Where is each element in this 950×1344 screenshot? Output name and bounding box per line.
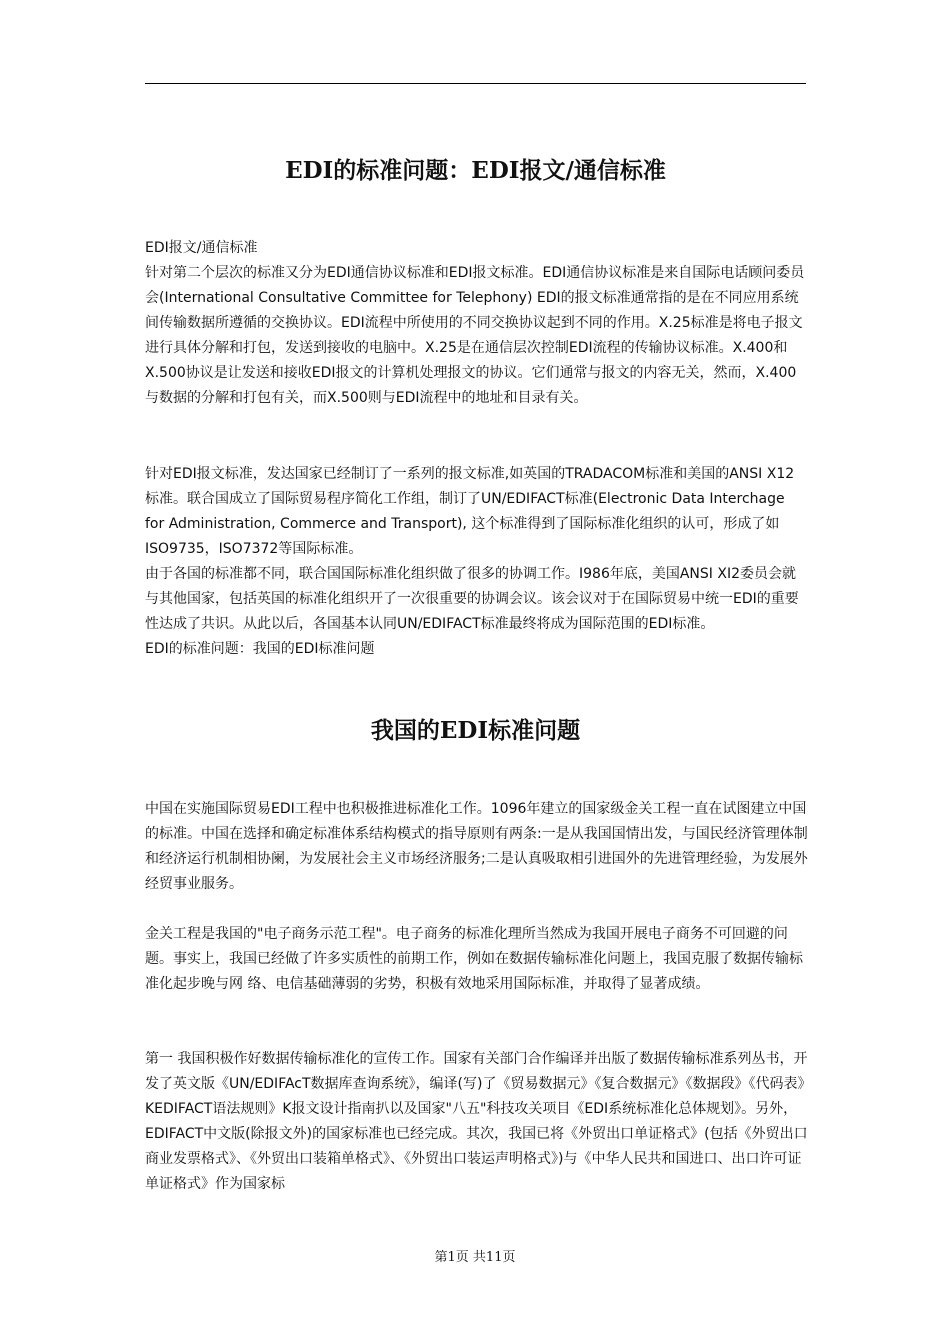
- header-rule: [145, 83, 806, 84]
- paragraph: 由于各国的标准都不同，联合国国际标准化组织做了很多的协调工作。I986年底，美国ANSI XI2委员会就与其他国家，包括英国的标准化组织开了一次很重要的协调会议。该会议对于在国际贸易中统一EDI的重要性达成了共识。从此以后，各国基本认同UN/EDIFACT标准最终将成为国际范围的EDI标准。: [145, 566, 799, 632]
- section-message-standards: [145, 236, 808, 411]
- section-china-standards: [145, 797, 808, 897]
- paragraph: EDI报文/通信标准: [145, 240, 258, 256]
- page-footer: 第1页 共11页: [434, 1250, 516, 1265]
- section-golden-customs: [145, 922, 808, 997]
- paragraph: 金关工程是我国的"电子商务示范工程"。电子商务的标准化理所当然成为我国开展电子商务不可回避的问题。事实上，我国已经做了许多实质性的前期工作，例如在数据传输标准化问题上，我国克服了数据传输标准化起步晚与网 络、电信基础薄弱的劣势，积极有效地采用国际标准，并取得了显著成绩。: [145, 926, 803, 992]
- section-edi-message-standards: [145, 462, 808, 662]
- section-data-transmission: [145, 1047, 808, 1197]
- paragraph: 针对EDI报文标准，发达国家已经制订了一系列的报文标准,如英国的TRADACOM标准和美国的ANSI X12标准。联合国成立了国际贸易程序简化工作组，制订了UN/EDIFACT标准(Electronic Data Interchage for Administration, Commerce and Transport), 这个标准得到了国际标准化组织的认可，形成了如ISO9735，ISO7372等国际标准。: [145, 466, 795, 557]
- paragraph: 针对第二个层次的标准又分为EDI通信协议标准和EDI报文标准。EDI通信协议标准是来自国际电话顾问委员会(International Consultative Committee for Telephony) EDI的报文标准通常指的是在不同应用系统间传输数据所遵循的交换协议。EDI流程中所使用的不同交换协议起到不同的作用。X.25标准是将电子报文进行具体分解和打包，发送到接收的电脑中。X.25是在通信层次控制EDI流程的传输协议标准。X.400和X.500协议是让发送和接收EDI报文的计算机处理报文的协议。它们通常与报文的内容无关，然而，X.400与数据的分解和打包有关，而X.500则与EDI流程中的地址和目录有关。: [145, 265, 805, 406]
- document-title: EDI的标准问题：EDI报文/通信标准: [285, 157, 666, 184]
- paragraph: 第一 我国积极作好数据传输标准化的宣传工作。国家有关部门合作编译并出版了数据传输标准系列丛书，开发了英文版《UN/EDIFAcT数据库查询系统》，编译(写)了《贸易数据元》《复合数据元》《数据段》《代码表》KEDIFACT语法规则》K报文设计指南扒以及国家"八五"科技攻关项目《EDI系统标准化总体规划》。另外，EDIFACT中文版(除报文外)的国家标准也已经完成。其次，我国已将《外贸出口单证格式》(包括《外贸出口商业发票格式》、《外贸出口装箱单格式》、《外贸出口装运声明格式》)与《中华人民共和国进口、出口许可证单证格式》作为国家标: [145, 1051, 808, 1192]
- section-heading: 我国的EDI标准问题: [370, 717, 581, 744]
- paragraph: 中国在实施国际贸易EDI工程中也积极推进标准化工作。1096年建立的国家级金关工程一直在试图建立中国的标准。中国在选择和确定标准体系结构模式的指导原则有两条:一是从我国国情出发，与国民经济管理体制和经济运行机制相协阑，为发展社会主义市场经济服务;二是认真吸取相引进国外的先进管理经验，为发展外经贸事业服务。: [145, 801, 808, 892]
- paragraph: EDI的标准问题：我国的EDI标准问题: [145, 641, 375, 657]
